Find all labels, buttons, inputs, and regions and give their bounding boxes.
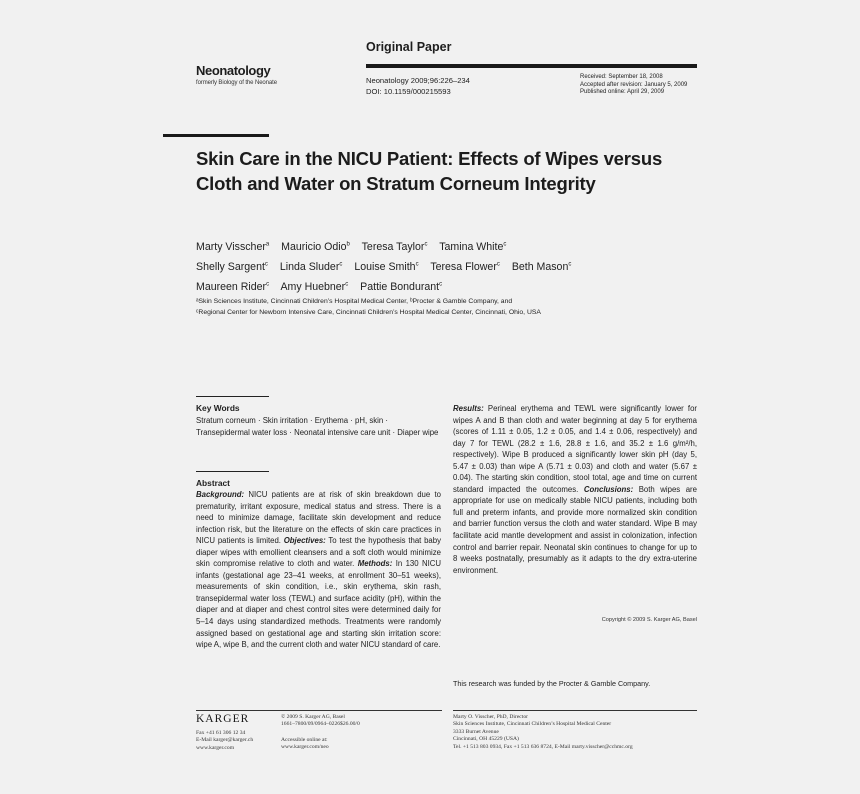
- abstract-column-right: [453, 403, 697, 576]
- article-title: Skin Care in the NICU Patient: Effects of Wipes versus Cloth and Water on Stratum Corneum Integrity: [196, 148, 663, 194]
- author: Beth Mason$^c$: [511, 260, 572, 273]
- received-dates: [580, 74, 687, 97]
- citation-block: [366, 75, 470, 97]
- affiliation-line: ᵃSkin Sciences Institute, Cincinnati Children’s Hospital Medical Center, ᵇProcter & Gamble Company, and: [196, 298, 513, 305]
- author: Teresa Taylor$^c$: [361, 240, 428, 253]
- author: Maureen Rider$^c$: [196, 280, 270, 293]
- copyright-line: © 2009 S. Karger AG, Basel: [281, 714, 345, 720]
- correspondence-line: Marty O. Visscher, PhD, Director: [453, 714, 528, 720]
- article-type-label: Original Paper: [366, 40, 452, 54]
- header-rule: [366, 64, 697, 68]
- conclusions-text: Both wipes are appropriate for use on medically stable NICU patients, including both full and preterm infants, and provide more normalized skin condition and barrier function versus the cloth and water standard. Wipe B may facilitate acid mantle development and assist in colonization, infection control and barrier repair. Neonatal skin continues to change for up to 8 weeks postnatally, presumably as it adapts to the dry extra-uterine environment.: [453, 484, 697, 575]
- correspondence-line: Skin Sciences Institute, Cincinnati Children’s Hospital Medical Center: [453, 721, 612, 728]
- copyright-notice: Copyright © 2009 S. Karger AG, Basel: [601, 617, 697, 623]
- received-line: Received: September 18, 2008: [580, 74, 663, 80]
- author: Shelly Sargent$^c$: [196, 260, 268, 273]
- access-label: Accessible online at:: [281, 737, 328, 743]
- citation-line: Neonatology 2009;96:226–234: [366, 76, 470, 85]
- background-label: Background:: [196, 490, 245, 499]
- title-rule: [163, 134, 269, 137]
- correspondence-line: Cincinnati, OH 45229 (USA): [453, 736, 519, 743]
- publisher-info: [281, 714, 360, 729]
- author: Louise Smith$^c$: [354, 260, 419, 273]
- affiliation-line: ᶜRegional Center for Newborn Intensive Care, Cincinnati Children’s Hospital Medical Center, Cincinnati, Ohio, USA: [196, 309, 541, 316]
- correspondence-line: 3333 Burnet Avenue: [453, 728, 499, 735]
- email-line: E-Mail karger@karger.ch: [196, 737, 254, 744]
- author: Linda Sluder$^c$: [279, 260, 343, 273]
- doi-line: DOI: 10.1159/000215593: [366, 87, 451, 96]
- background-text: NICU patients are at risk of skin breakdown due to prematurity, irritant exposure, medical status and stress. There is a need to minimize damage, facilitate skin development and reduce infection risk, but the literature on the effects of skin care practices in NICU patients is limited.: [196, 490, 441, 546]
- access-link[interactable]: www.karger.com/neo: [281, 744, 329, 751]
- abstract-heading: Abstract: [196, 478, 230, 488]
- footer-rule-left: [196, 710, 442, 711]
- published-line: Published online: April 29, 2009: [580, 89, 665, 96]
- methods-label: Methods:: [357, 559, 393, 569]
- funding-statement: This research was funded by the Procter & Gamble Company.: [453, 679, 651, 688]
- fax-line: Fax +41 61 306 12 34: [196, 730, 246, 736]
- author: Teresa Flower$^c$: [430, 260, 500, 273]
- author-list: [196, 236, 676, 296]
- keywords-rule: [196, 396, 269, 397]
- conclusions-label: Conclusions:: [583, 484, 634, 494]
- author: Marty Visscher$^a$: [196, 240, 270, 253]
- publisher-contact: [196, 730, 253, 752]
- objectives-label: Objectives:: [283, 536, 326, 546]
- abstract-rule: [196, 471, 269, 472]
- objectives-text: To test the hypothesis that baby diaper wipes with emollient cleansers and a soft cloth would minimize skin compromise relative to cloth and water.: [196, 536, 441, 569]
- keywords-text: Stratum corneum · Skin irritation · Erythema · pH, skin · Transepidermal water loss · Neonatal intensive care unit · Diaper wipe: [196, 416, 439, 437]
- author: Pattie Bondurant$^c$: [360, 280, 443, 293]
- keywords-heading: Key Words: [196, 403, 240, 413]
- website-link[interactable]: www.karger.com: [196, 744, 235, 751]
- correspondence-address: [453, 714, 633, 751]
- abstract-column-left: [196, 489, 441, 651]
- correspondence-line: Tel. +1 513 803 0934, Fax +1 513 636 8724, E-Mail marty.visscher@cchmc.org: [453, 743, 633, 750]
- methods-text: In 130 NICU infants (gestational age 23–41 weeks, at enrollment 30–51 weeks), measurements of skin condition, i.e., skin erythema, skin rash, transepidermal water loss (TEWL) and surface acidity (pH), within the diaper and at diaper and chest control sites were determined daily for 5–14 days using standardized methods. Treatments were randomly assigned based on gestational age and starting skin irritation score: wipe A, wipe B, and the current cloth and water NICU standard of care.: [196, 559, 441, 650]
- footer-rule-right: [453, 710, 697, 711]
- author: Tamina White$^c$: [439, 240, 507, 253]
- accepted-line: Accepted after revision: January 5, 2009: [580, 81, 688, 88]
- price-code-line: 1661–7800/09/0964–0226$26.00/0: [281, 721, 360, 728]
- journal-former-name: formerly Biology of the Neonate: [196, 80, 277, 86]
- results-text: Perineal erythema and TEWL were significantly lower for wipes A and B than cloth and water beginning at day 5 for erythema (scores of 1.11 ± 0.05, 1.2 ± 0.05, and 1.4 ± 0.06, respectively) and day 7 for TEWL (28.2 ± 1.6, 28.8 ± 1.6, and 35.2 ± 1.6 g/m²/h, respectively). Wipe B produced a significantly lower skin pH (day 5, 5.47 ± 0.03) than wipe A (5.71 ± 0.03) and cloth and water (5.67 ± 0.04). The starting skin condition, stool total, age and time on current standard impacted the outcomes.: [453, 404, 697, 494]
- journal-name: Neonatology: [196, 63, 271, 78]
- author: Mauricio Odio$^b$: [281, 240, 350, 253]
- publisher-logo: KARGER: [196, 713, 250, 725]
- affiliations: [196, 296, 656, 318]
- online-access: [281, 737, 329, 752]
- author: Amy Huebner$^c$: [280, 280, 349, 293]
- results-label: Results:: [453, 404, 484, 413]
